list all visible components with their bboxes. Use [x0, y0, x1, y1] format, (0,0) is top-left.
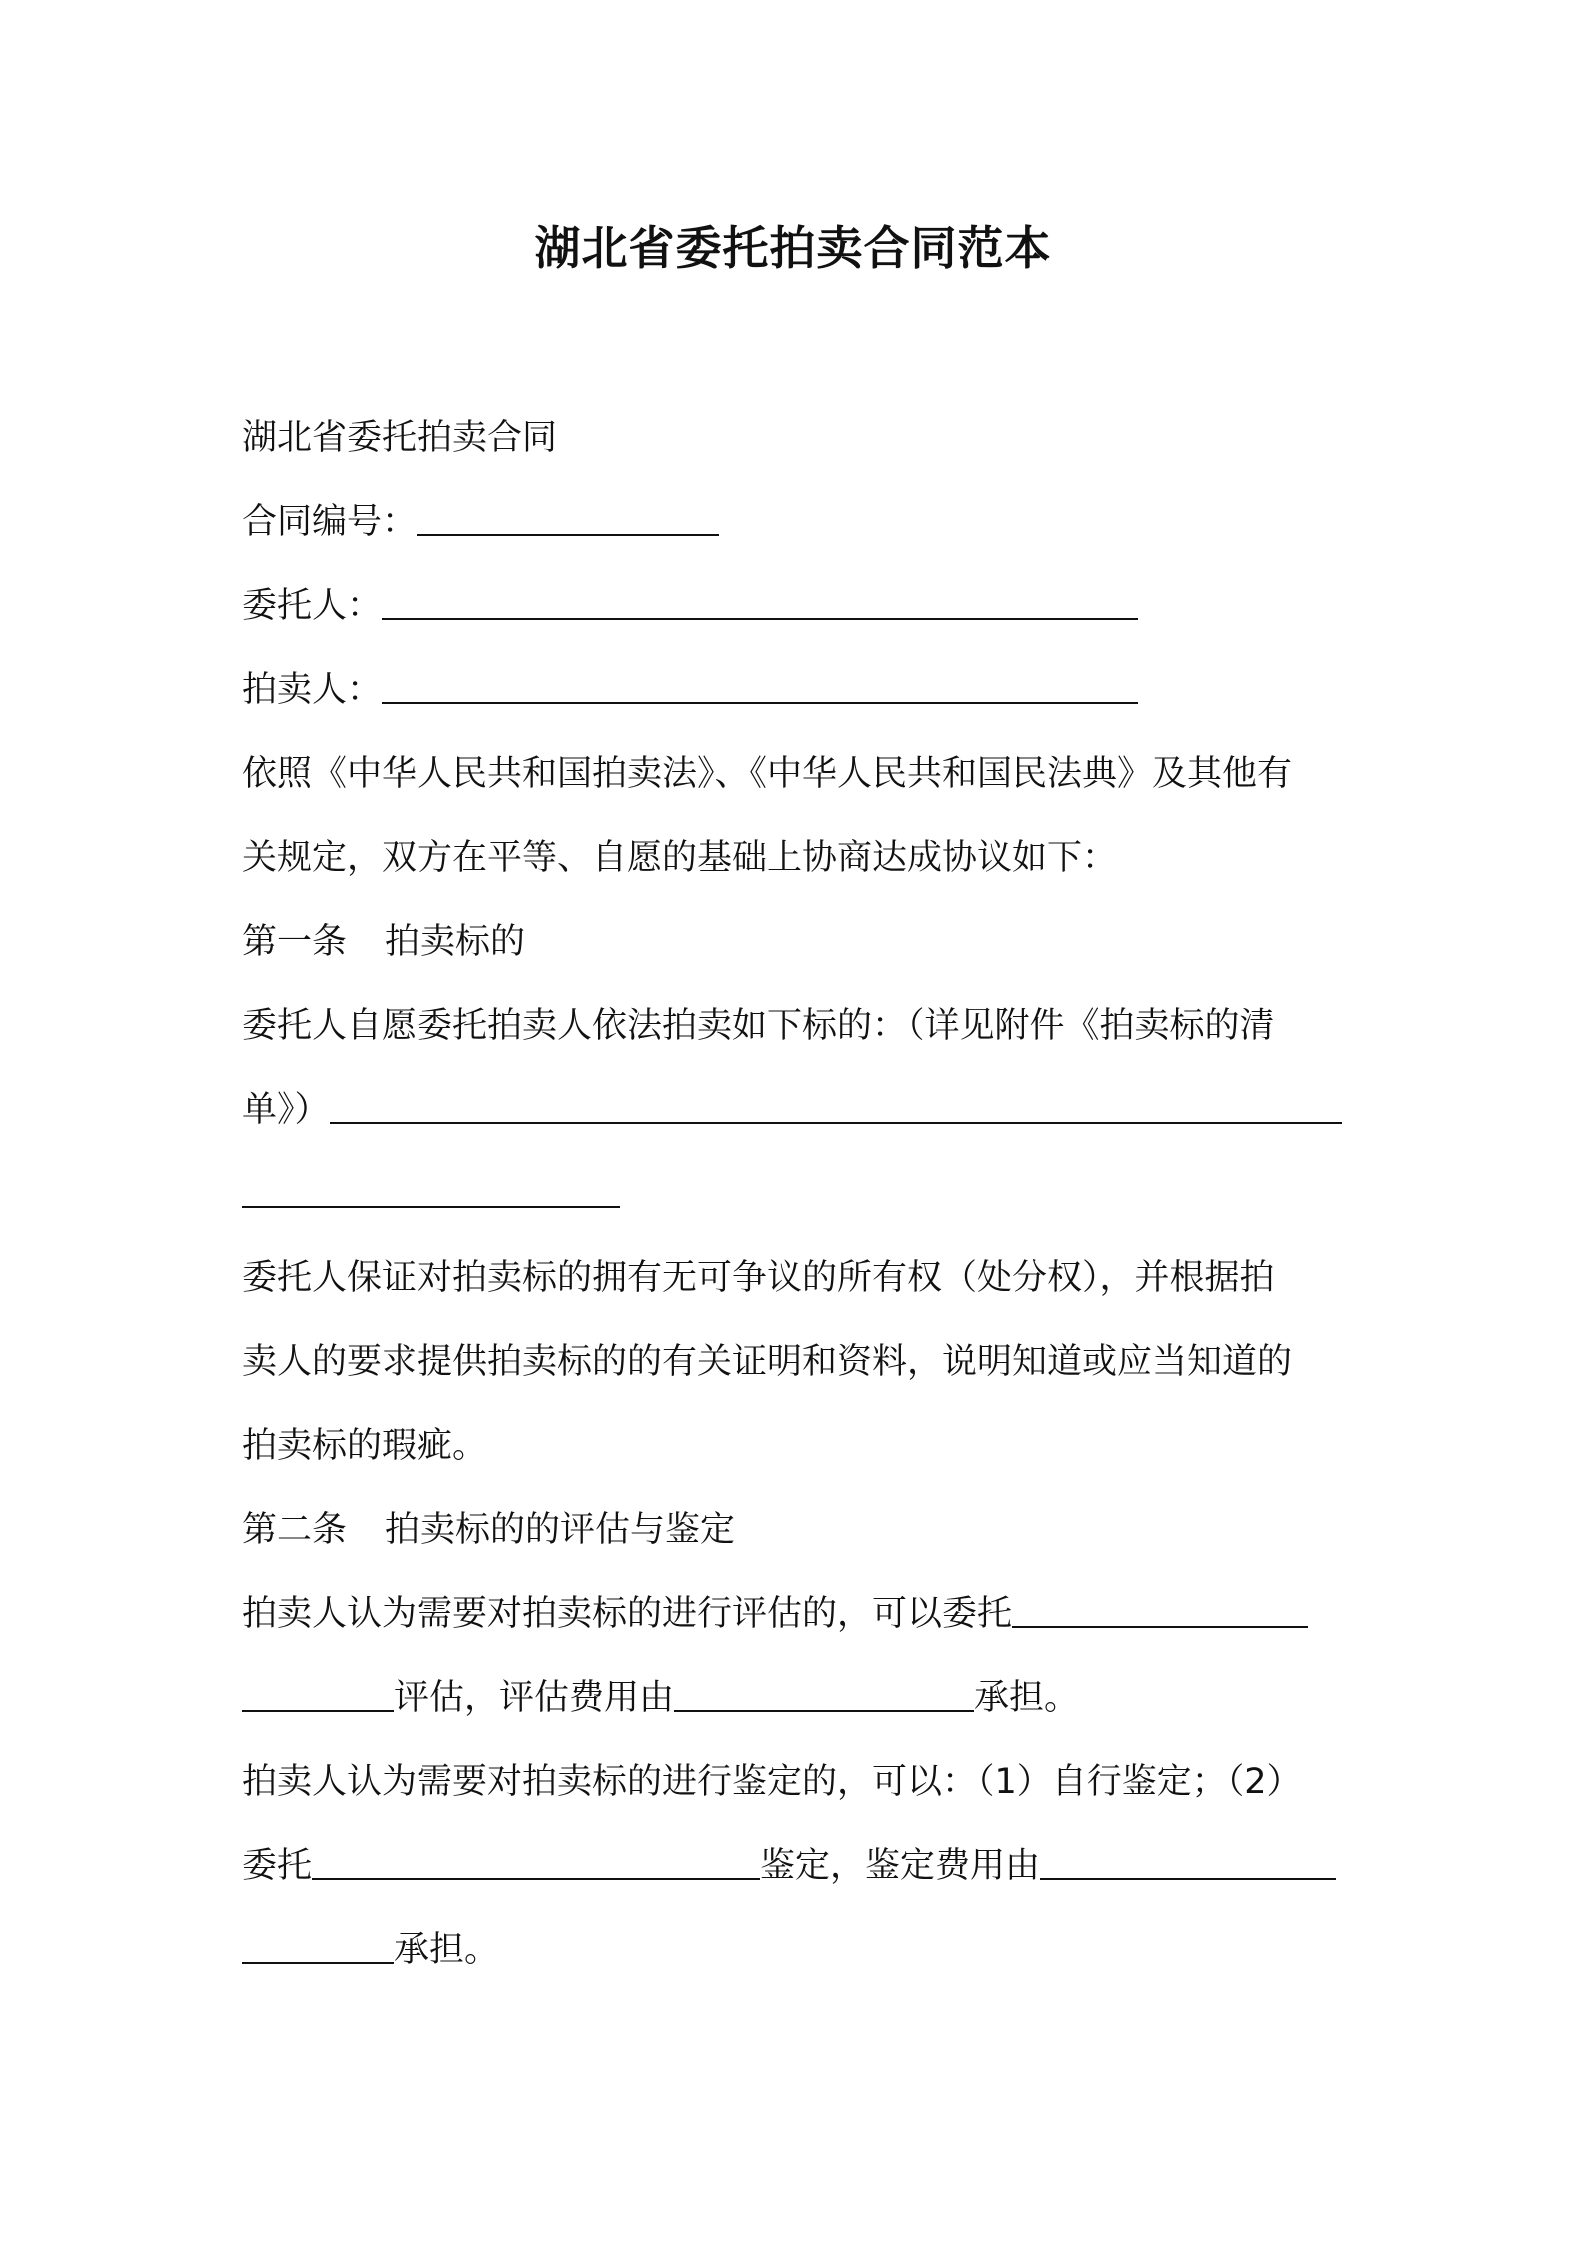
identification-fee-payer-blank-cont: [242, 1934, 394, 1964]
article-2-number: 第二条: [242, 1510, 348, 1550]
article-1-para-2-line-1: 委托人保证对拍卖标的拥有无可争议的所有权（处分权），并根据拍: [242, 1258, 1275, 1298]
contract-number-label: 合同编号：: [242, 502, 418, 542]
document-title: 湖北省委托拍卖合同范本: [534, 221, 1052, 275]
auctioneer-label: 拍卖人：: [242, 670, 383, 710]
auctioneer-line: [242, 648, 1362, 732]
intro-line-1: 依照《中华人民共和国拍卖法》、《中华人民共和国民法典》及其他有: [242, 754, 1293, 794]
article-2-heading: [242, 1488, 1362, 1572]
auction-item-blank-cont: [242, 1178, 620, 1208]
article-1-title: 拍卖标的: [385, 922, 526, 962]
client-line: [242, 564, 1362, 648]
appraiser-blank-cont: [242, 1682, 394, 1712]
article-1-para-2-line-3: 拍卖标的瑕疵。: [242, 1426, 488, 1466]
article-2-para-1-line-1: 拍卖人认为需要对拍卖标的进行评估的，可以委托: [242, 1572, 1362, 1656]
appraiser-blank: [1012, 1598, 1308, 1628]
contract-subtitle: 湖北省委托拍卖合同: [242, 418, 558, 458]
article-1-para-1-line-2: 单》）: [242, 1068, 1362, 1152]
article-2-para-2-line-3: 承担。: [242, 1908, 1362, 1992]
article-1-para-1-line-1: 委托人自愿委托拍卖人依法拍卖如下标的：（详见附件《拍卖标的清: [242, 1006, 1275, 1046]
article-1-heading: [242, 900, 1362, 984]
contract-number-line: [242, 480, 1362, 564]
appraisal-fee-payer-blank: [674, 1682, 974, 1712]
auctioneer-blank: [382, 674, 1138, 704]
intro-line-2: 关规定，双方在平等、自愿的基础上协商达成协议如下：: [242, 838, 1118, 878]
contract-number-blank: [417, 506, 719, 536]
auction-item-blank: [330, 1094, 1342, 1124]
article-2-para-2-line-2: 委托 鉴定，鉴定费用由: [242, 1824, 1362, 1908]
article-1-para-1-line-3: [242, 1152, 1362, 1236]
identification-fee-payer-blank: [1040, 1850, 1336, 1880]
client-label: 委托人：: [242, 586, 383, 626]
article-2-para-2-line-1: 拍卖人认为需要对拍卖标的进行鉴定的，可以：（1）自行鉴定；（2）: [242, 1762, 1302, 1802]
article-2-title: 拍卖标的的评估与鉴定: [385, 1510, 736, 1550]
article-2-para-1-line-2: 评估，评估费用由 承担。: [242, 1656, 1362, 1740]
article-1-para-2-line-2: 卖人的要求提供拍卖标的的有关证明和资料，说明知道或应当知道的: [242, 1342, 1293, 1382]
client-blank: [382, 590, 1138, 620]
appraisal-agency-blank: [312, 1850, 760, 1880]
article-1-number: 第一条: [242, 922, 348, 962]
